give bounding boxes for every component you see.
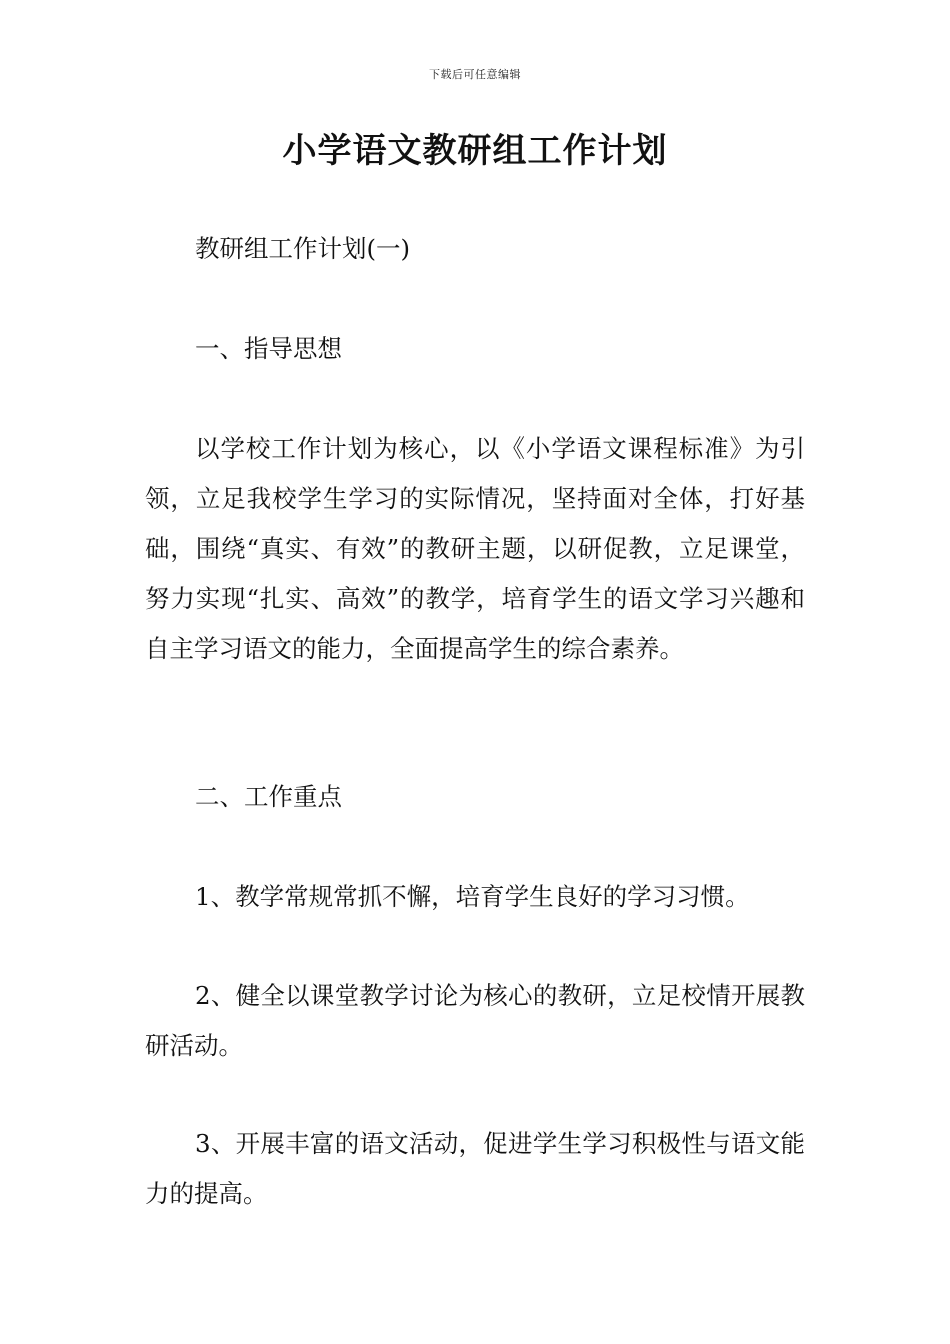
- plan-heading: 教研组工作计划(一): [195, 234, 411, 263]
- guiding-paragraph: 以学校工作计划为核心，以《小学语文课程标准》为引领，立足我校学生学习的实际情况，坚持面对全体，打好基础，围绕“真实、有效”的教研主题，以研促教，立足课堂，努力实现“扎实、高效”的教学，培育学生的语文学习兴趣和自主学习语文的能力，全面提高学生的综合素养。: [145, 434, 805, 663]
- header-note: 下载后可任意编辑: [429, 68, 521, 81]
- focus-item-1: 1、教学常规常抓不懈，培育学生良好的学习习惯。: [195, 882, 750, 911]
- document-title: 小学语文教研组工作计划: [282, 131, 668, 171]
- focus-item-3: 3、开展丰富的语文活动，促进学生学习积极性与语文能力的提高。: [145, 1129, 805, 1208]
- guiding-heading: 一、指导思想: [195, 334, 342, 363]
- focus-heading: 二、工作重点: [195, 782, 342, 811]
- focus-item-2: 2、健全以课堂教学讨论为核心的教研，立足校情开展教研活动。: [145, 981, 805, 1060]
